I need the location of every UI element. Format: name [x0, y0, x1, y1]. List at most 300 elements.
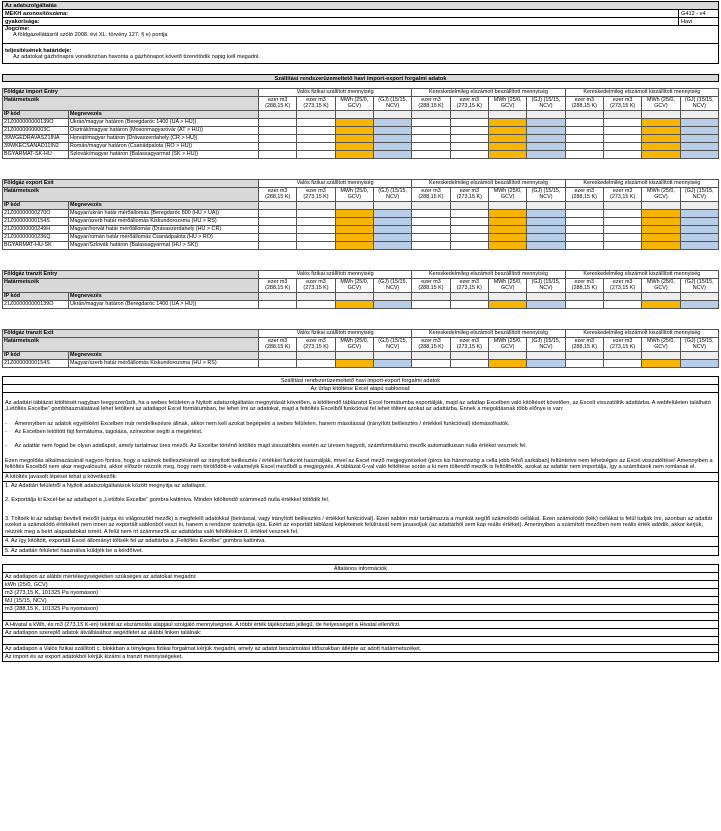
input-cell[interactable] — [259, 209, 297, 217]
input-cell — [527, 118, 565, 126]
input-cell — [680, 150, 718, 158]
header-filler-cell — [297, 201, 335, 209]
input-cell[interactable] — [450, 241, 488, 249]
deadline-block — [3, 44, 718, 63]
input-cell[interactable] — [412, 134, 450, 142]
input-cell — [527, 126, 565, 134]
instructions-block — [2, 376, 719, 556]
header-filler-cell — [374, 110, 412, 118]
header-filler-cell — [527, 201, 565, 209]
unit-header: (GJ) (15/15, NCV) — [374, 337, 412, 351]
ip-code: 21Z00000000236Q — [3, 233, 69, 241]
unit-header: ezer m3 (273,15 K) — [450, 278, 488, 292]
input-cell[interactable] — [297, 142, 335, 150]
input-cell[interactable] — [603, 150, 641, 158]
input-cell[interactable] — [603, 209, 641, 217]
unit-header: MWh (25/0, GCV) — [488, 96, 526, 110]
input-cell[interactable] — [565, 142, 603, 150]
unit-header: (GJ) (15/15, NCV) — [527, 96, 565, 110]
section-title: Földgáz tranzit Exit — [3, 329, 259, 337]
group-header-exit: Kereskedelmileg elszámolt kiszállított mennyiség — [565, 88, 718, 96]
input-cell[interactable] — [297, 225, 335, 233]
input-cell[interactable] — [412, 233, 450, 241]
group-header-entry: Kereskedelmileg elszámolt beszállított mennyiség — [412, 88, 565, 96]
unit-header: ezer m3 (288,15 K) — [259, 187, 297, 201]
unit-header: ezer m3 (273,15 K) — [297, 187, 335, 201]
jogcime-text: A földgázellátásról szóló 2008. évi XL. törvény 127. § e) pontja — [13, 32, 168, 39]
unit-header: ezer m3 (288,15 K) — [565, 278, 603, 292]
instructions-title: Szállítási rendszerüzemeltető havi import-export forgalmi adatok — [3, 377, 718, 385]
unit-header: ezer m3 (273,15 K) — [297, 337, 335, 351]
input-cell — [680, 118, 718, 126]
group-header-physical: Valós fizikai szállított mennyiség — [259, 179, 412, 187]
input-cell[interactable] — [259, 118, 297, 126]
input-cell — [373, 241, 411, 249]
input-cell[interactable] — [642, 118, 680, 126]
input-cell[interactable] — [335, 118, 373, 126]
input-cell[interactable] — [565, 233, 603, 241]
point-name: Horvát/magyar határon (Drávaszerdahely (CR > HU)) — [69, 134, 259, 142]
instructions-paragraph-1: Az adattári táblázat kitöltését nagyban leegyszerűsíti, ha a webes felületen a Nyitott adatszolgáltatás megnyitását követően, a kitöltendő táblázatot Excel formátumba exportálják, majd az adatlap Excelben való kitöltését követően, az Excelt visszatöltik adattárba. A webfelületen található „Letöltés Excelbe” gombhasználatával lehet letölteni az adatlapot Excel formátumban, be lehet írni az adatokat, majd a feltöltés Excelből funkcióval fel lehet tölteni azokat az adattárba. Ennek a megoldásnak több előnye is van: — [5, 399, 711, 413]
ipkod-header: IP kód — [3, 351, 69, 359]
input-cell — [373, 217, 411, 225]
input-cell[interactable] — [259, 225, 297, 233]
unit-header: ezer m3 (288,15 K) — [412, 96, 450, 110]
input-cell — [374, 118, 412, 126]
header-filler-cell — [603, 292, 641, 300]
unit-header: ezer m3 (273,15 K) — [450, 96, 488, 110]
input-cell[interactable] — [488, 217, 526, 225]
table-row — [3, 241, 719, 249]
header-filler-cell — [527, 110, 565, 118]
input-cell — [680, 134, 718, 142]
input-cell[interactable] — [603, 233, 641, 241]
point-name: Ukrán/magyar határon (Beregdaróc 1400 (UA > HU)) — [69, 118, 259, 126]
ip-code: 39WKECSANAD11IN2 — [3, 142, 69, 150]
point-name: Szlovák/magyar határon (Balassagyarmat (SK > HU)) — [69, 150, 259, 158]
input-cell — [680, 300, 718, 308]
input-cell[interactable] — [297, 150, 335, 158]
header-filler-cell — [259, 292, 297, 300]
input-cell[interactable] — [335, 225, 373, 233]
general-info-lines — [3, 573, 718, 661]
input-cell — [680, 225, 718, 233]
ip-code: BGYARMAT-HU-SK — [3, 241, 69, 249]
input-cell[interactable] — [603, 359, 641, 367]
ip-code: 21Z00000000249H — [3, 225, 69, 233]
hpoint-label: Határmetszék — [3, 96, 259, 110]
header-filler-cell — [527, 351, 565, 359]
meta-row-frequency — [3, 18, 718, 26]
input-cell[interactable] — [297, 241, 335, 249]
input-cell — [680, 359, 718, 367]
unit-header: ezer m3 (288,15 K) — [565, 187, 603, 201]
header-filler-cell — [374, 351, 412, 359]
unit-header: ezer m3 (273,15 K) — [603, 187, 641, 201]
unit-header: ezer m3 (273,15 K) — [603, 96, 641, 110]
header-filler-cell — [488, 201, 526, 209]
input-cell — [680, 126, 718, 134]
instructions-bullet-2: - Az Excelben letöltött fájl formátuma, tagolása, színezése segíti a megértést. — [5, 428, 203, 435]
ip-code: 21Z000000000139O — [3, 300, 69, 308]
header-filler-cell — [412, 351, 450, 359]
header-filler-cell — [373, 201, 411, 209]
input-cell[interactable] — [335, 126, 373, 134]
input-cell[interactable] — [412, 217, 450, 225]
jogcime-block — [3, 26, 718, 44]
unit-header: ezer m3 (288,15 K) — [412, 187, 450, 201]
input-cell — [374, 359, 412, 367]
hpoint-label: Határmetszék — [3, 337, 259, 351]
instructions-step-1: 1. Az Adattári felületről a Nyitott adatszolgáltatások között megnyitja az adatlapot. — [3, 481, 718, 490]
input-cell[interactable] — [603, 225, 641, 233]
input-cell[interactable] — [297, 118, 335, 126]
header-filler-cell — [412, 201, 450, 209]
point-name: Ukrán/magyar határon (Beregdaróc 1400 (UA > HU)) — [69, 300, 259, 308]
input-cell[interactable] — [488, 118, 526, 126]
input-cell[interactable] — [412, 118, 450, 126]
meta-row-id — [3, 10, 718, 18]
header-filler-cell — [642, 110, 680, 118]
input-cell[interactable] — [412, 225, 450, 233]
unit-header: (GJ) (15/15, NCV) — [680, 187, 718, 201]
header-filler-cell — [680, 201, 718, 209]
input-cell[interactable] — [297, 359, 335, 367]
input-cell[interactable] — [259, 217, 297, 225]
group-header-exit: Kereskedelmileg elszámolt kiszállított mennyiség — [565, 179, 718, 187]
header-filler-cell — [565, 110, 603, 118]
input-cell[interactable] — [412, 142, 450, 150]
general-info-line — [3, 637, 718, 645]
general-info-line — [3, 613, 718, 621]
instructions-bullet-3: - Az adattár nem fogad be olyan adatlapot, amely tartalmaz üres mezőt. Az Excelbe történő letöltés majd visszatöltés esetén az üresen hagyott, számformátumú mezők automatikusan nulla értéket vesznek fel. — [5, 443, 528, 450]
input-cell[interactable] — [642, 209, 680, 217]
input-cell[interactable] — [603, 241, 641, 249]
unit-header: MWh (25/0, GCV) — [335, 337, 373, 351]
unit-header: ezer m3 (273,15 K) — [603, 337, 641, 351]
input-cell[interactable] — [412, 209, 450, 217]
header-filler-cell — [297, 110, 335, 118]
table-row — [3, 142, 719, 150]
unit-header: MWh (25/0, GCV) — [335, 187, 373, 201]
input-cell[interactable] — [259, 134, 297, 142]
header-filler-cell — [373, 292, 411, 300]
input-cell[interactable] — [488, 150, 526, 158]
input-cell[interactable] — [335, 241, 373, 249]
group-header-entry: Kereskedelmileg elszámolt beszállított mennyiség — [412, 270, 565, 278]
input-cell[interactable] — [642, 233, 680, 241]
input-cell[interactable] — [450, 217, 488, 225]
input-cell — [527, 225, 565, 233]
header-filler-cell — [297, 292, 335, 300]
instructions-bullet-1: - Amennyiben az adatok egyébként Excelben már rendelkezésre állnak, akkor nem kell azokat begépelni a webes felületen, hanem másolással (irányított beillesztés / értékkel funkcióval) idemásolhatók. — [5, 420, 510, 427]
header-filler-cell — [603, 110, 641, 118]
input-cell[interactable] — [565, 118, 603, 126]
instructions-steps-title: A kitöltés javasolt lépései tehát a következők: — [3, 472, 718, 481]
input-cell — [527, 359, 565, 367]
input-cell[interactable] — [488, 126, 526, 134]
table-row — [3, 300, 719, 308]
input-cell[interactable] — [297, 209, 335, 217]
ipkod-header: IP kód — [3, 110, 69, 118]
input-cell — [527, 150, 565, 158]
input-cell[interactable] — [335, 150, 373, 158]
general-info-line: MJ (15/15, NCV) — [3, 597, 718, 605]
unit-header: (GJ) (15/15, NCV) — [680, 278, 718, 292]
input-cell[interactable] — [259, 300, 297, 308]
input-cell[interactable] — [335, 142, 373, 150]
input-cell — [680, 233, 718, 241]
header-filler-cell — [488, 292, 526, 300]
megnevezes-header: Megnevezés — [69, 351, 259, 359]
input-cell[interactable] — [565, 359, 603, 367]
header-filler-cell — [450, 110, 488, 118]
unit-header: (GJ) (15/15, NCV) — [680, 337, 718, 351]
input-cell[interactable] — [603, 134, 641, 142]
point-name: Román/magyar határon (Csanádpalota (RO > HU)) — [69, 142, 259, 150]
meta-value: Havi — [678, 18, 718, 25]
header-filler-cell — [450, 201, 488, 209]
point-name: Magyar/ukrán határ mérőállomás (Beregdaróc 800 (HU > UA)) — [69, 209, 259, 217]
input-cell[interactable] — [297, 233, 335, 241]
input-cell[interactable] — [488, 142, 526, 150]
header-filler-cell — [603, 351, 641, 359]
section-3 — [2, 329, 719, 368]
table-row — [3, 150, 719, 158]
input-cell[interactable] — [642, 300, 680, 308]
header-filler-cell — [335, 201, 373, 209]
unit-header: MWh (25/0, GCV) — [335, 278, 373, 292]
input-cell[interactable] — [412, 150, 450, 158]
input-cell[interactable] — [335, 134, 373, 142]
input-cell[interactable] — [450, 233, 488, 241]
input-cell[interactable] — [565, 150, 603, 158]
meta-label: MEKH azonosítószáma: — [5, 11, 69, 17]
header-filler-cell — [527, 292, 565, 300]
input-cell[interactable] — [297, 300, 335, 308]
input-cell — [527, 142, 565, 150]
unit-header: MWh (25/0, GCV) — [642, 96, 680, 110]
input-cell[interactable] — [450, 150, 488, 158]
header-filler-cell — [680, 110, 718, 118]
unit-header: ezer m3 (288,15 K) — [259, 96, 297, 110]
input-cell[interactable] — [642, 126, 680, 134]
input-cell[interactable] — [642, 241, 680, 249]
unit-header: (GJ) (15/15, NCV) — [373, 278, 411, 292]
input-cell — [527, 300, 565, 308]
input-cell[interactable] — [259, 126, 297, 134]
input-cell[interactable] — [450, 300, 488, 308]
unit-header: ezer m3 (273,15 K) — [603, 278, 641, 292]
table-row — [3, 233, 719, 241]
instructions-step-2: 2. Exportálja ki Excel-be az adatlapot a „Letöltés Excelbe” gombra kattintva. Minden kitöltendő számmező nulla értékkel töltődik fel. — [5, 497, 330, 504]
input-cell[interactable] — [412, 241, 450, 249]
input-cell[interactable] — [603, 118, 641, 126]
ipkod-header: IP kód — [3, 292, 69, 300]
unit-header: ezer m3 (273,15 K) — [450, 187, 488, 201]
input-cell[interactable] — [488, 300, 526, 308]
meta-label: gyakorisága: — [5, 19, 40, 25]
input-cell[interactable] — [450, 134, 488, 142]
general-info-line: Az adatlapon a Valós fizikai szállított c. blokkban a tényleges fizikai forgalmat kérjük megadni, amely az adatot beszámolási időszakban átlépte az adott határmetszéket. — [3, 645, 718, 653]
input-cell[interactable] — [412, 359, 450, 367]
general-info-line: Az adatlapon az alábbi mértékegységekben szükséges az adatokat megadni: — [3, 573, 718, 581]
header-filler-cell — [642, 201, 680, 209]
general-info-line: Az adatlapon szereplő adatok átváltásához segédletet az alábbi linken találnak: — [3, 629, 718, 637]
group-header-physical: Valós fizikai szállított mennyiség — [259, 329, 412, 337]
header-filler-cell — [603, 201, 641, 209]
input-cell[interactable] — [488, 209, 526, 217]
header-filler-cell — [297, 351, 335, 359]
input-cell — [527, 209, 565, 217]
input-cell[interactable] — [412, 300, 450, 308]
unit-header: ezer m3 (288,15 K) — [412, 278, 450, 292]
table-row — [3, 359, 719, 367]
unit-header: MWh (25/0, GCV) — [335, 96, 373, 110]
ipkod-header: IP kód — [3, 201, 69, 209]
input-cell[interactable] — [603, 217, 641, 225]
input-cell[interactable] — [450, 118, 488, 126]
section-title: Földgáz export Exit — [3, 179, 259, 187]
instructions-subtitle: Az űrlap kitöltése Excel alapú sablonnal: — [3, 385, 718, 393]
input-cell[interactable] — [565, 209, 603, 217]
input-cell[interactable] — [259, 359, 297, 367]
hpoint-label: Határmetszék — [3, 187, 259, 201]
input-cell[interactable] — [565, 217, 603, 225]
header-filler-cell — [335, 292, 373, 300]
input-cell[interactable] — [335, 209, 373, 217]
group-header-physical: Valós fizikai szállított mennyiség — [259, 88, 412, 96]
table-row — [3, 217, 719, 225]
header-filler-cell — [450, 292, 488, 300]
section-title: Földgáz tranzit Entry — [3, 270, 259, 278]
point-name: Osztrák/magyar határon (Mosonmagyaróvár (AT > HU)) — [69, 126, 259, 134]
general-info-line: m3 (273,15 K, 101325 Pa nyomáson) — [3, 589, 718, 597]
input-cell[interactable] — [642, 217, 680, 225]
header-filler-cell — [335, 351, 373, 359]
input-cell[interactable] — [488, 134, 526, 142]
deadline-text: Az adatokat gázhónapra vonatkozóan havonta a gázhónapot követő tizenötödik napig kell megadni. — [13, 54, 260, 61]
input-cell[interactable] — [642, 225, 680, 233]
input-cell[interactable] — [603, 142, 641, 150]
input-cell[interactable] — [450, 126, 488, 134]
table-row — [3, 126, 719, 134]
point-name: Magyar/román határ mérőállomás Csanádpalota (HU > RO) — [69, 233, 259, 241]
input-cell — [527, 134, 565, 142]
general-info-line: Az import és az export adatokból kérjük kizárni a tranzit mennyiségeket. — [5, 654, 183, 661]
input-cell[interactable] — [335, 300, 373, 308]
header-filler-cell — [680, 292, 718, 300]
input-cell[interactable] — [297, 217, 335, 225]
unit-header: ezer m3 (288,15 K) — [412, 337, 450, 351]
input-cell — [680, 142, 718, 150]
sections-container — [2, 88, 719, 368]
unit-header: ezer m3 (288,15 K) — [259, 337, 297, 351]
input-cell[interactable] — [259, 142, 297, 150]
input-cell[interactable] — [488, 241, 526, 249]
header-filler-cell — [412, 292, 450, 300]
header-filler-cell — [450, 351, 488, 359]
input-cell — [680, 217, 718, 225]
unit-header: (GJ) (15/15, NCV) — [527, 337, 565, 351]
input-cell — [527, 241, 565, 249]
input-cell[interactable] — [259, 233, 297, 241]
instructions-paragraph-2: Ezen megoldás alkalmazásánál nagyon fontos, hogy a számok beillesztésénél az irányított beillesztés / értékkel funkciót használják, mivel az Excel mező megjegyzéseket (piros kis háromszög a cella jobb felső sarkában) feltüntetve nem lehetséges az Excel visszatöltése! Amennyiben a feltöltés Excelből nem akar megvalósulni, akkor először nézzék meg, hogy nem törölődött-e valamelyik Excel mezőből a megjegyzés. A táblázat 0-val való feltöltése során a ki nem töltendő mezők is feltölthetők, azokat az adattár nem importálja, így a számítások nem romlanak el. — [5, 457, 713, 471]
header-filler-cell — [642, 292, 680, 300]
header-filler-cell — [488, 110, 526, 118]
unit-header: MWh (25/0, GCV) — [488, 337, 526, 351]
input-cell[interactable] — [488, 233, 526, 241]
input-cell[interactable] — [450, 225, 488, 233]
hpoint-label: Határmetszék — [3, 278, 259, 292]
input-cell[interactable] — [565, 134, 603, 142]
point-name: Magyar/Szlovák határon (Balassagyarmat (HU > SK)) — [69, 241, 259, 249]
input-cell[interactable] — [565, 300, 603, 308]
header-filler-cell — [259, 201, 297, 209]
general-info-title: Általános információk — [3, 565, 718, 573]
unit-header: MWh (25/0, GCV) — [488, 187, 526, 201]
input-cell[interactable] — [450, 209, 488, 217]
group-header-exit: Kereskedelmileg elszámolt kiszállított mennyiség — [565, 270, 718, 278]
input-cell[interactable] — [335, 233, 373, 241]
input-cell[interactable] — [603, 300, 641, 308]
ip-code: 21Z000000000139O — [3, 118, 69, 126]
general-info-line: m3 (288,15 K, 101325 Pa nyomáson) — [3, 605, 718, 613]
input-cell[interactable] — [642, 134, 680, 142]
input-cell[interactable] — [603, 126, 641, 134]
header-filler-cell — [259, 110, 297, 118]
header-top-title: Az adatszolgáltatás — [3, 2, 718, 10]
unit-header: ezer m3 (288,15 K) — [565, 337, 603, 351]
input-cell[interactable] — [565, 126, 603, 134]
input-cell[interactable] — [259, 150, 297, 158]
general-info-line: kWh (25/0, GCV) — [3, 581, 718, 589]
unit-header: (GJ) (15/15, NCV) — [373, 187, 411, 201]
unit-header: MWh (25/0, GCV) — [488, 278, 526, 292]
input-cell[interactable] — [642, 142, 680, 150]
input-cell[interactable] — [412, 126, 450, 134]
input-cell[interactable] — [642, 150, 680, 158]
megnevezes-header: Megnevezés — [69, 201, 259, 209]
input-cell[interactable] — [642, 359, 680, 367]
meta-value: G412 - v4 — [678, 10, 718, 17]
header-filler-cell — [259, 351, 297, 359]
table-row — [3, 225, 719, 233]
input-cell[interactable] — [565, 225, 603, 233]
input-cell[interactable] — [565, 241, 603, 249]
input-cell — [527, 217, 565, 225]
input-cell — [680, 241, 718, 249]
input-cell[interactable] — [488, 225, 526, 233]
general-info-line: A Hivatal a kWh, és m3 (273,15 K-en) tekinti az elszámolás alapjául szolgáló mennyiségnek. A többi érték tájékoztató jellegű, de helyességét a Hivatal ellenőrzi. — [3, 621, 718, 629]
unit-header: ezer m3 (288,15 K) — [565, 96, 603, 110]
input-cell[interactable] — [297, 134, 335, 142]
input-cell[interactable] — [488, 359, 526, 367]
input-cell[interactable] — [259, 241, 297, 249]
input-cell[interactable] — [335, 359, 373, 367]
main-title: Szállítási rendszerüzemeltető havi import-export forgalmi adatok — [2, 74, 719, 82]
unit-header: (GJ) (15/15, NCV) — [527, 278, 565, 292]
deadline-label: teljesítésének határideje: — [5, 47, 72, 54]
input-cell[interactable] — [450, 359, 488, 367]
unit-header: MWh (25/0, GCV) — [642, 187, 680, 201]
section-title: Földgáz import Entry — [3, 88, 259, 96]
input-cell[interactable] — [297, 126, 335, 134]
input-cell[interactable] — [450, 142, 488, 150]
header-block — [2, 1, 719, 64]
input-cell[interactable] — [335, 217, 373, 225]
megnevezes-header: Megnevezés — [69, 110, 259, 118]
